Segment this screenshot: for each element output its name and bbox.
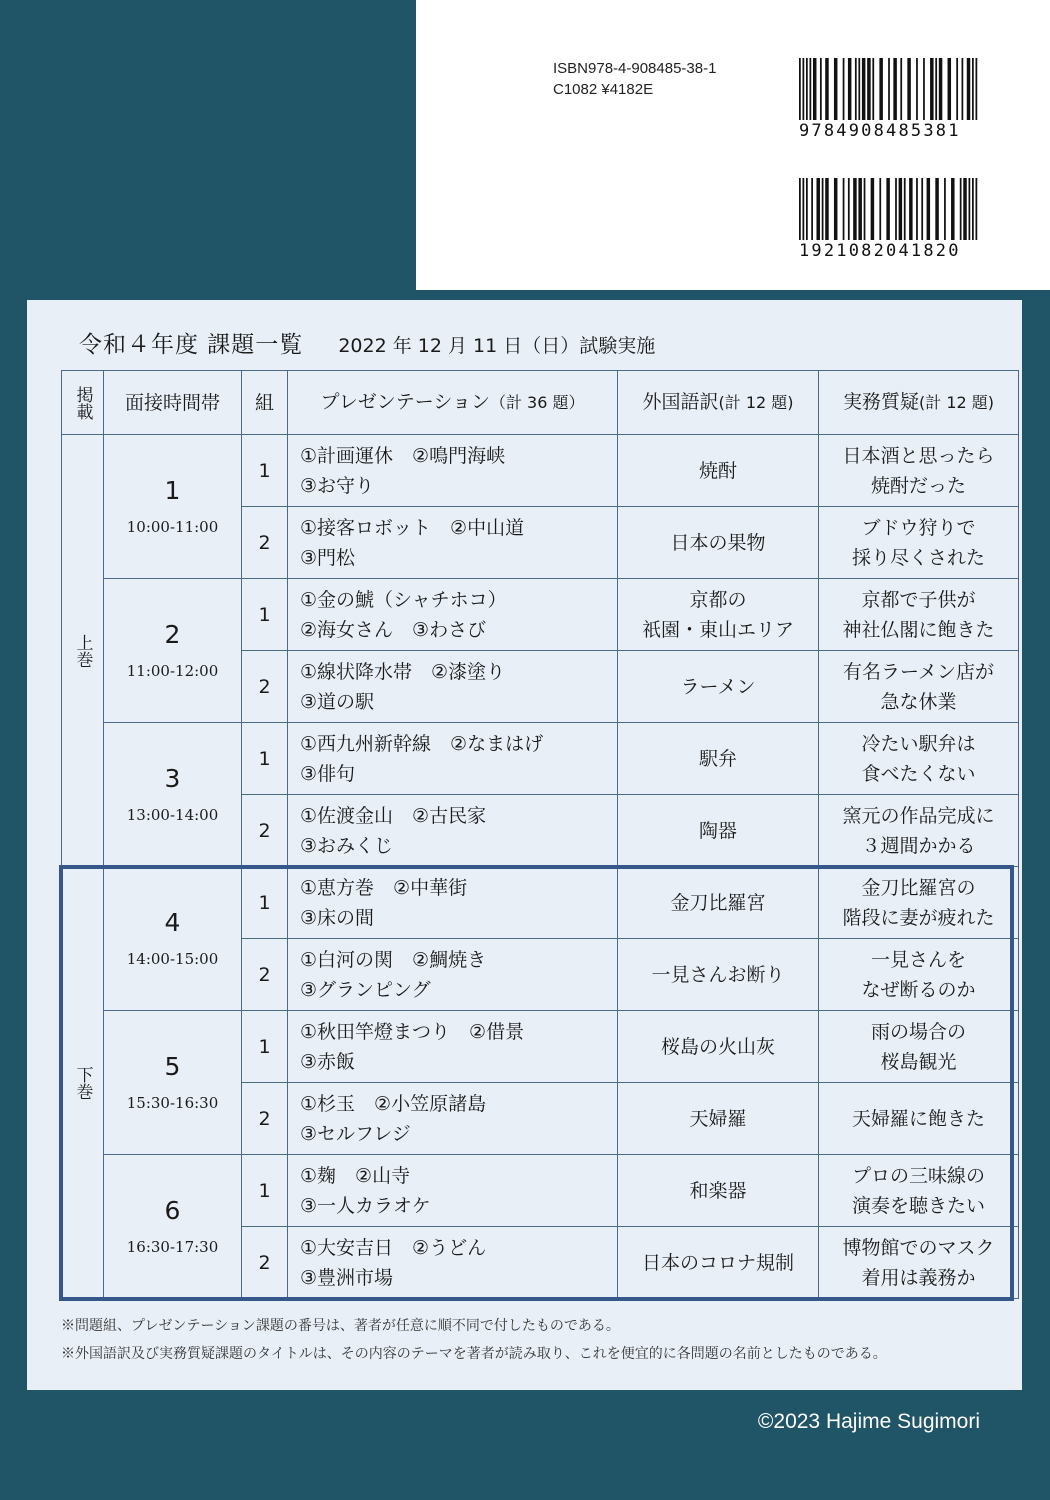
translation-line-1: 和楽器 <box>689 1179 747 1202</box>
translation-cell <box>618 1155 819 1227</box>
qa-cell <box>819 723 1019 795</box>
header-slot: 面接時間帯 <box>104 371 242 435</box>
barcode-bar <box>871 178 875 240</box>
presentation-line-1: ①麹 ②山寺 <box>300 1164 411 1187</box>
barcode-bar <box>888 58 890 120</box>
barcode-bar <box>799 178 801 240</box>
barcode-bar <box>944 178 946 240</box>
header-presentation: プレゼンテーション（計 36 題） <box>288 371 618 435</box>
presentation-line-2: ③門松 <box>300 546 356 569</box>
barcode-bar <box>921 178 923 240</box>
slot-time: 11:00-12:00 <box>126 661 219 680</box>
price-code: C1082 ¥4182E <box>553 81 654 98</box>
slot-number: 1 <box>164 475 181 505</box>
barcode-bar <box>848 178 850 240</box>
translation-line-1: 一見さんお断り <box>651 963 785 986</box>
presentation-line-2: ③おみくじ <box>300 834 394 857</box>
presentation-line-2: ③床の間 <box>300 906 375 929</box>
presentation-line-1: ①杉玉 ②小笠原諸島 <box>300 1092 487 1115</box>
qa-line-2: 階段に妻が疲れた <box>842 906 995 929</box>
panel-title <box>79 326 655 359</box>
translation-line-2: 祇園・東山エリア <box>641 618 794 641</box>
isbn-number: ISBN978-4-908485-38-1 <box>553 60 717 77</box>
qa-line-1: 博物館でのマスク <box>842 1236 995 1259</box>
barcode-bar <box>843 58 845 120</box>
presentation-line-1: ①金の鯱（シャチホコ） <box>300 588 507 611</box>
slot-number: 3 <box>164 763 181 793</box>
translation-cell <box>618 795 819 867</box>
barcode-bar <box>872 58 874 120</box>
barcode-bar <box>855 58 857 120</box>
footnote-1: ※問題組、プレゼンテーション課題の番号は、著者が任意に順不同で付したものである。 <box>61 1318 620 1334</box>
qa-line-2: 採り尽くされた <box>851 546 985 569</box>
volume-cell <box>62 867 104 1299</box>
translation-line-1: 陶器 <box>698 819 737 842</box>
barcode-bar <box>825 178 829 240</box>
presentation-line-1: ①西九州新幹線 ②なまはげ <box>300 732 544 755</box>
volume-label: 上巻 <box>72 633 93 668</box>
barcode-2 <box>799 178 979 261</box>
group-cell: 1 <box>242 1011 288 1083</box>
barcode-bar <box>956 58 958 120</box>
qa-line-1: 窯元の作品完成に <box>842 804 995 827</box>
barcode-bar <box>960 178 962 240</box>
slot-cell <box>104 1011 242 1155</box>
qa-cell <box>819 507 1019 579</box>
barcode-bar <box>803 58 805 120</box>
qa-line-1: ブドウ狩りで <box>861 516 976 539</box>
presentation-line-2: ③一人カラオケ <box>300 1194 431 1217</box>
title-main: 令和４年度 課題一覧 <box>79 332 304 358</box>
barcode-bar <box>858 58 860 120</box>
presentation-cell <box>288 795 618 867</box>
barcode-bar <box>843 178 845 240</box>
barcode-bar <box>834 178 838 240</box>
translation-line-1: 京都の <box>689 588 747 611</box>
barcode-bar <box>969 178 971 240</box>
barcode-bar <box>834 58 838 120</box>
presentation-line-1: ①佐渡金山 ②古民家 <box>300 804 487 827</box>
barcode-bar <box>862 58 866 120</box>
translation-cell <box>618 939 819 1011</box>
translation-line-1: 日本のコロナ規制 <box>641 1251 794 1274</box>
slot-number: 6 <box>164 1195 181 1225</box>
slot-time: 15:30-16:30 <box>126 1093 219 1112</box>
translation-line-1: 桜島の火山灰 <box>660 1035 775 1058</box>
barcode-bar <box>916 178 918 240</box>
presentation-line-1: ①計画運休 ②鳴門海峡 <box>300 444 506 467</box>
translation-line-1: 天婦羅 <box>689 1107 747 1130</box>
barcode-bar <box>899 178 903 240</box>
barcode-bar <box>935 178 939 240</box>
presentation-line-1: ①接客ロボット ②中山道 <box>300 516 525 539</box>
barcode-bar <box>930 58 934 120</box>
qa-cell <box>819 1155 1019 1227</box>
barcode-bar <box>879 178 881 240</box>
barcode-bar <box>893 58 897 120</box>
barcode-bar <box>809 58 811 120</box>
presentation-cell <box>288 723 618 795</box>
barcode-bar <box>895 178 897 240</box>
presentation-line-1: ①大安吉日 ②うどん <box>300 1236 487 1259</box>
presentation-cell <box>288 435 618 507</box>
barcode-bar <box>976 178 978 240</box>
qa-line-2: 食べたくない <box>861 762 976 785</box>
qa-line-1: 雨の場合の <box>870 1020 966 1043</box>
presentation-cell <box>288 579 618 651</box>
title-date: 2022 年 12 月 11 日（日）試験実施 <box>338 335 656 357</box>
barcode-bar <box>948 58 952 120</box>
group-cell: 2 <box>242 795 288 867</box>
qa-line-1: 一見さんを <box>870 948 966 971</box>
slot-cell <box>104 1155 242 1299</box>
barcode-bar <box>951 178 955 240</box>
qa-line-1: 冷たい駅弁は <box>861 732 976 755</box>
footnotes <box>61 1312 887 1368</box>
presentation-line-1: ①線状降水帯 ②漆塗り <box>300 660 506 683</box>
translation-line-1: 駅弁 <box>698 747 737 770</box>
qa-line-2: 急な休業 <box>880 690 957 713</box>
slot-time: 16:30-17:30 <box>126 1237 219 1256</box>
group-cell: 1 <box>242 579 288 651</box>
barcode-bar <box>923 58 925 120</box>
barcode-bar <box>904 178 906 240</box>
barcode-bar <box>963 178 967 240</box>
presentation-cell <box>288 1155 618 1227</box>
barcode-bar <box>909 178 913 240</box>
barcode-bar <box>816 178 820 240</box>
slot-number: 4 <box>164 907 181 937</box>
barcode-bar <box>825 58 829 120</box>
qa-line-2: 神社仏閣に飽きた <box>842 618 995 641</box>
barcode-bar <box>972 58 974 120</box>
barcode-bar <box>820 58 822 120</box>
header-vol-label: 掲載 <box>72 385 93 420</box>
barcode-bar <box>806 178 808 240</box>
translation-cell <box>618 1083 819 1155</box>
translation-cell <box>618 435 819 507</box>
qa-line-2: ３週間かかる <box>861 834 976 857</box>
copyright: ©2023 Hajime Sugimori <box>757 1410 980 1433</box>
barcode-bar <box>879 58 883 120</box>
presentation-cell <box>288 867 618 939</box>
barcode-bar <box>976 58 978 120</box>
barcode-bar <box>813 58 817 120</box>
barcode-bar <box>907 58 911 120</box>
slot-number: 5 <box>164 1051 181 1081</box>
presentation-line-1: ①白河の関 ②鯛焼き <box>300 948 487 971</box>
qa-line-2: 桜島観光 <box>880 1050 957 1073</box>
barcode-bar <box>799 58 801 120</box>
qa-cell <box>819 795 1019 867</box>
presentation-line-2: ③俳句 <box>300 762 356 785</box>
slot-cell <box>104 867 242 1011</box>
barcode-bar <box>927 178 931 240</box>
barcode-bar <box>811 178 813 240</box>
barcode-bar <box>858 178 862 240</box>
translation-cell <box>618 507 819 579</box>
header-vol <box>62 371 104 435</box>
translation-cell <box>618 651 819 723</box>
barcode-bar <box>848 58 852 120</box>
group-cell: 1 <box>242 723 288 795</box>
exam-topics-panel <box>27 300 1022 1390</box>
header-group: 組 <box>242 371 288 435</box>
barcode-bar <box>886 178 890 240</box>
barcode-1-number: 9784908485381 <box>799 121 961 141</box>
table-header-row <box>62 371 1019 435</box>
qa-line-2: 着用は義務か <box>861 1266 976 1289</box>
table-row <box>62 1155 1019 1227</box>
barcode-bar <box>822 178 824 240</box>
presentation-line-2: ③豊洲市場 <box>300 1266 394 1289</box>
slot-number: 2 <box>164 619 181 649</box>
qa-cell <box>819 939 1019 1011</box>
translation-cell <box>618 579 819 651</box>
group-cell: 2 <box>242 1227 288 1299</box>
slot-cell <box>104 579 242 723</box>
qa-line-1: 京都で子供が <box>861 588 976 611</box>
slot-time: 10:00-11:00 <box>126 517 219 536</box>
volume-label: 下巻 <box>72 1065 93 1100</box>
translation-line-1: 金刀比羅宮 <box>670 891 766 914</box>
qa-line-2: 演奏を聴きたい <box>851 1194 985 1217</box>
presentation-line-1: ①恵方巻 ②中華街 <box>300 876 468 899</box>
table-row <box>62 723 1019 795</box>
group-cell: 1 <box>242 867 288 939</box>
footnote-2: ※外国語訳及び実務質疑課題のタイトルは、その内容のテーマを著者が読み取り、これを便宜的に各問題の名前としたものである。 <box>61 1346 887 1362</box>
presentation-line-2: ③グランピング <box>300 978 431 1001</box>
header-translation: 外国語訳(計 12 題) <box>618 371 819 435</box>
presentation-line-2: ③赤飯 <box>300 1050 356 1073</box>
barcode-bar <box>967 58 971 120</box>
barcode-bar <box>962 58 964 120</box>
presentation-cell <box>288 1227 618 1299</box>
translation-cell <box>618 1011 819 1083</box>
group-cell: 1 <box>242 1155 288 1227</box>
group-cell: 2 <box>242 939 288 1011</box>
translation-cell <box>618 867 819 939</box>
barcode-1-bars <box>799 58 979 120</box>
translation-cell <box>618 723 819 795</box>
barcode-bar <box>864 178 866 240</box>
presentation-cell <box>288 507 618 579</box>
presentation-cell <box>288 651 618 723</box>
barcode-2-number: 1921082041820 <box>799 241 961 261</box>
qa-cell <box>819 579 1019 651</box>
qa-line-1: プロの三味線の <box>851 1164 985 1187</box>
barcode-bar <box>916 58 918 120</box>
qa-line-1: 有名ラーメン店が <box>842 660 995 683</box>
qa-line-2: なぜ断るのか <box>861 978 976 1001</box>
qa-cell <box>819 1083 1019 1155</box>
slot-time: 14:00-15:00 <box>126 949 219 968</box>
barcode-bar <box>806 58 808 120</box>
qa-cell <box>819 651 1019 723</box>
barcode-bar <box>935 58 937 120</box>
qa-line-1: 日本酒と思ったら <box>842 444 995 467</box>
presentation-line-2: ②海女さん ③わさび <box>300 618 487 641</box>
presentation-cell <box>288 939 618 1011</box>
qa-cell <box>819 867 1019 939</box>
translation-line-1: ラーメン <box>680 675 756 698</box>
barcode-bar <box>867 58 871 120</box>
qa-line-2: 焼酎だった <box>870 474 966 497</box>
qa-line-1: 天婦羅に飽きた <box>851 1107 985 1130</box>
group-cell: 2 <box>242 651 288 723</box>
slot-cell <box>104 723 242 867</box>
qa-cell <box>819 1227 1019 1299</box>
table-row <box>62 867 1019 939</box>
slot-time: 13:00-14:00 <box>126 805 219 824</box>
presentation-cell <box>288 1083 618 1155</box>
presentation-cell <box>288 1011 618 1083</box>
header-qa: 実務質疑(計 12 題) <box>819 371 1019 435</box>
presentation-line-2: ③セルフレジ <box>300 1122 411 1145</box>
barcode-bar <box>900 58 902 120</box>
barcode-bar <box>939 58 943 120</box>
presentation-line-1: ①秋田竿燈まつり ②借景 <box>300 1020 525 1043</box>
presentation-line-2: ③お守り <box>300 474 375 497</box>
slot-cell <box>104 435 242 579</box>
translation-cell <box>618 1227 819 1299</box>
table-row <box>62 435 1019 507</box>
barcode-bar <box>972 178 974 240</box>
table-row <box>62 579 1019 651</box>
qa-cell <box>819 435 1019 507</box>
qa-cell <box>819 1011 1019 1083</box>
barcode-2-bars <box>799 178 979 240</box>
qa-line-1: 金刀比羅宮の <box>861 876 976 899</box>
barcode-bar <box>853 178 857 240</box>
group-cell: 1 <box>242 435 288 507</box>
presentation-line-2: ③道の駅 <box>300 690 375 713</box>
group-cell: 2 <box>242 507 288 579</box>
volume-cell <box>62 435 104 867</box>
translation-line-1: 焼酎 <box>698 459 737 482</box>
isbn-block <box>553 58 716 100</box>
group-cell: 2 <box>242 1083 288 1155</box>
barcode-1 <box>799 58 979 141</box>
topics-table <box>61 370 1019 1299</box>
translation-line-1: 日本の果物 <box>670 531 766 554</box>
barcode-bar <box>803 178 805 240</box>
table-row <box>62 1011 1019 1083</box>
barcode-area <box>416 0 1050 290</box>
